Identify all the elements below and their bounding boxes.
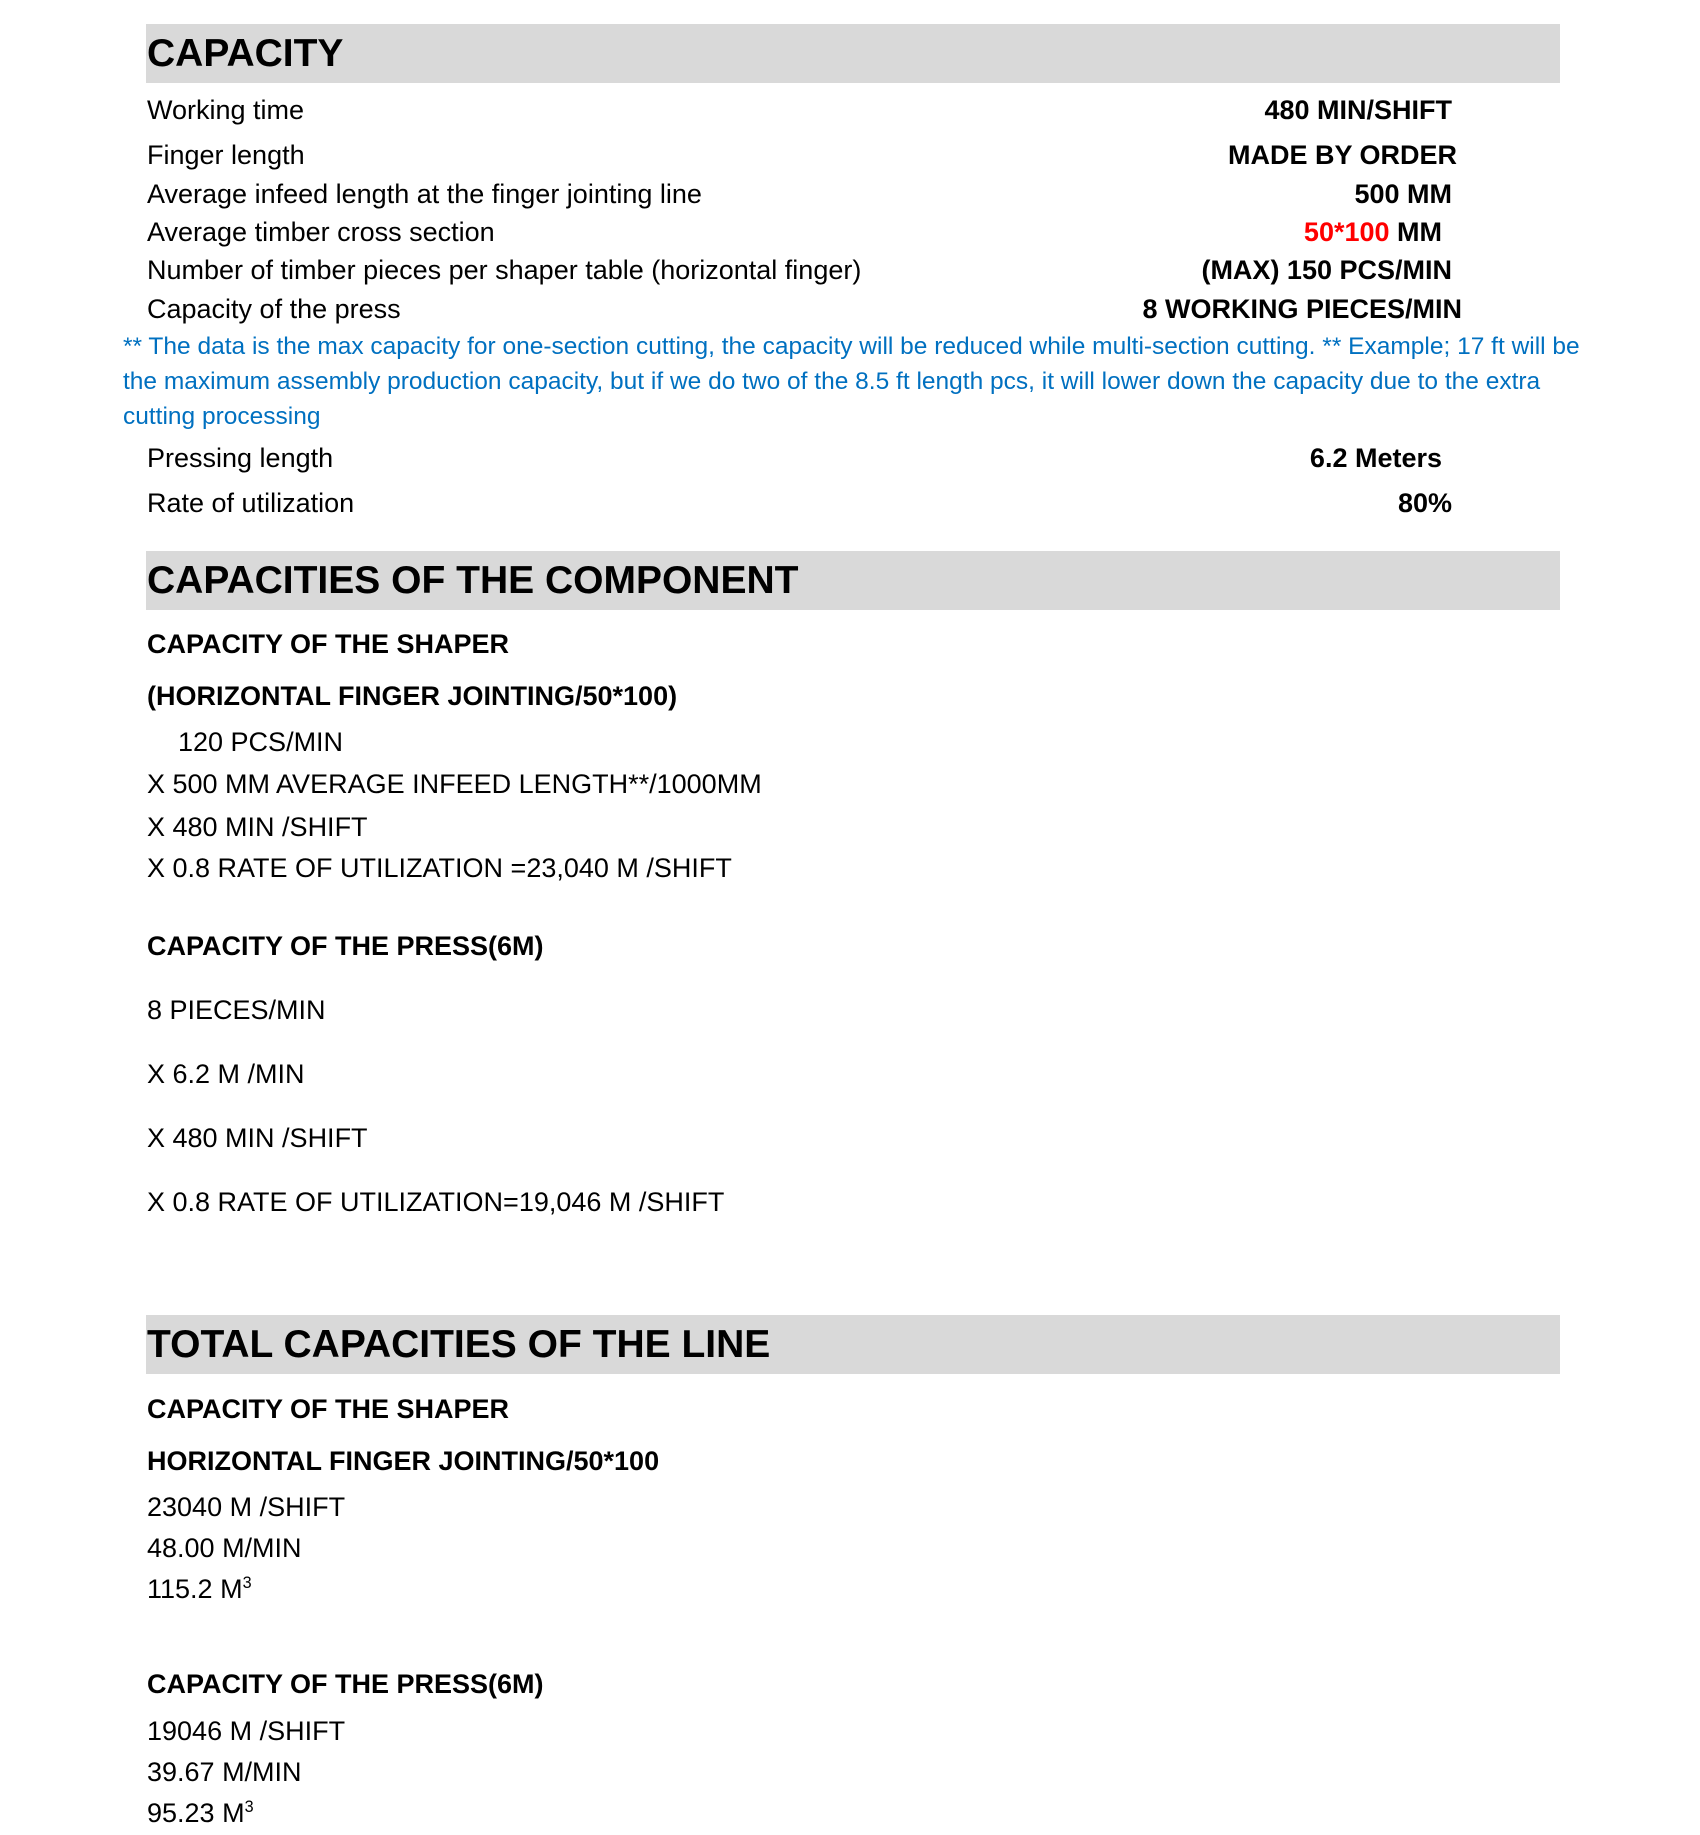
component-press-heading: CAPACITY OF THE PRESS(6M): [147, 931, 544, 961]
total-shaper-per-min: 48.00 M/MIN: [147, 1533, 302, 1563]
section-title-total: TOTAL CAPACITIES OF THE LINE: [147, 1323, 771, 1366]
capacity-note: ** The data is the max capacity for one-section cutting, the capacity will be reduced while multi-section cutting. ** Example; 17 ft will be the maximum assembly production capacity, but if we do two of the 8.5 ft length pcs, it will lower down the capacity due to the extra cutting processing: [123, 333, 1580, 430]
total-press-shift: 19046 M /SHIFT: [147, 1716, 346, 1746]
row-value-utilization: 80%: [1397, 488, 1452, 518]
row-label-timber-pieces: Number of timber pieces per shaper table (horizontal finger): [147, 255, 862, 285]
row-value-finger-length: MADE BY ORDER: [1227, 140, 1457, 170]
row-label-finger-length: Finger length: [147, 140, 305, 170]
component-shaper-heading: CAPACITY OF THE SHAPER: [147, 629, 510, 659]
section-title-capacity: CAPACITY: [147, 32, 344, 75]
cross-section-unit: MM: [1389, 217, 1442, 247]
row-label-pressing-length: Pressing length: [147, 443, 334, 473]
cross-section-dimension: 50*100: [1303, 217, 1390, 247]
row-label-infeed-length: Average infeed length at the finger jointing line: [147, 179, 702, 209]
total-press-heading: CAPACITY OF THE PRESS(6M): [147, 1669, 544, 1699]
total-shaper-subheading: HORIZONTAL FINGER JOINTING/50*100: [147, 1446, 660, 1476]
section-band-capacity: [146, 24, 1560, 83]
total-shaper-volume: 115.2 $M^3$: [147, 1574, 252, 1604]
component-press-line: X 6.2 M /MIN: [147, 1059, 305, 1089]
row-value-infeed-length: 500 MM: [1354, 179, 1452, 209]
row-value-timber-pieces: (MAX) 150 PCS/MIN: [1201, 255, 1452, 285]
row-value-cross-section: [1304, 215, 1442, 249]
row-value-working-time: 480 MIN/SHIFT: [1264, 95, 1452, 125]
row-value-press-capacity: 8 WORKING PIECES/MIN: [1142, 294, 1462, 324]
component-shaper-line: X 480 MIN /SHIFT: [147, 812, 368, 842]
total-shaper-shift: 23040 M /SHIFT: [147, 1492, 346, 1522]
total-press-volume: 95.23 $M^3$: [147, 1798, 254, 1828]
total-shaper-heading: CAPACITY OF THE SHAPER: [147, 1394, 510, 1424]
component-shaper-subheading: (HORIZONTAL FINGER JOINTING/50*100): [147, 681, 678, 711]
component-press-line: 8 PIECES/MIN: [147, 995, 326, 1025]
component-press-line: X 480 MIN /SHIFT: [147, 1123, 368, 1153]
component-shaper-line: X 0.8 RATE OF UTILIZATION =23,040 M /SHIFT: [147, 853, 732, 883]
row-label-working-time: Working time: [147, 95, 305, 125]
row-label-press-capacity: Capacity of the press: [147, 294, 401, 324]
component-press-line: X 0.8 RATE OF UTILIZATION=19,046 M /SHIFT: [147, 1187, 725, 1217]
row-label-utilization: Rate of utilization: [147, 488, 355, 518]
total-press-per-min: 39.67 M/MIN: [147, 1757, 302, 1787]
component-shaper-line: X 500 MM AVERAGE INFEED LENGTH**/1000MM: [147, 769, 762, 799]
row-label-cross-section: Average timber cross section: [147, 217, 495, 247]
section-title-component: CAPACITIES OF THE COMPONENT: [147, 559, 799, 602]
row-value-pressing-length: 6.2 Meters: [1309, 443, 1442, 473]
component-shaper-line: 120 PCS/MIN: [178, 727, 344, 757]
